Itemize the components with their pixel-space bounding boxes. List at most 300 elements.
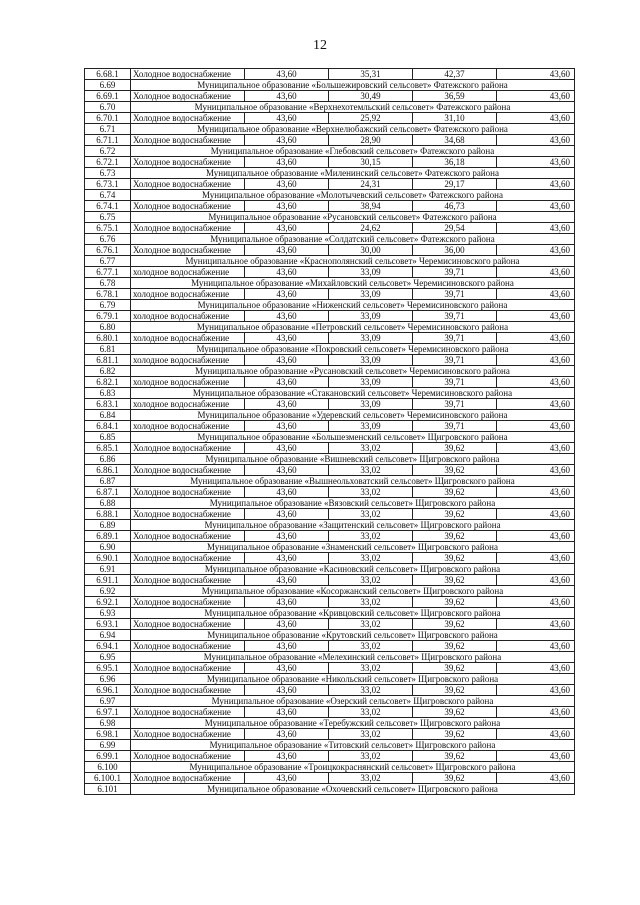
tariff-value-3: 29,54 [413,223,497,234]
municipality-title: Муниципальное образование «Миленинский сельсовет» Фатежского района [131,168,575,179]
tariff-value-1: 43,60 [245,201,329,212]
row-number: 6.90.1 [85,553,131,564]
service-row [85,443,575,454]
tariff-value-4: 43,60 [497,443,575,454]
tariff-value-2: 33,02 [329,729,413,740]
row-number: 6.100.1 [85,773,131,784]
row-number: 6.101 [85,784,131,795]
row-number: 6.100 [85,762,131,773]
tariff-value-1: 43,60 [245,179,329,190]
tariff-value-1: 43,60 [245,707,329,718]
row-number: 6.93.1 [85,619,131,630]
tariff-value-1: 43,60 [245,113,329,124]
tariff-value-4: 43,60 [497,619,575,630]
service-row [85,91,575,102]
municipality-title: Муниципальное образование «Русановский сельсовет» Фатежского района [131,212,575,223]
tariff-value-1: 43,60 [245,751,329,762]
tariff-value-2: 24,31 [329,179,413,190]
service-row [85,597,575,608]
tariff-value-2: 33,02 [329,509,413,520]
tariff-value-2: 33,02 [329,619,413,630]
municipality-title: Муниципальное образование «Титовский сельсовет» Щигровского района [131,740,575,751]
tariff-value-2: 33,02 [329,773,413,784]
row-number: 6.74 [85,190,131,201]
service-name: холодное водоснабжение [131,421,245,432]
municipality-row [85,542,575,553]
municipality-title: Муниципальное образование «Верхнехотемльский сельсовет» Фатежского района [131,102,575,113]
municipality-row [85,124,575,135]
row-number: 6.69.1 [85,91,131,102]
service-name: Холодное водоснабжение [131,179,245,190]
municipality-row [85,256,575,267]
tariff-value-2: 33,09 [329,377,413,388]
tariff-value-3: 39,62 [413,531,497,542]
tariff-value-4: 43,60 [497,729,575,740]
service-row [85,641,575,652]
row-number: 6.82.1 [85,377,131,388]
service-name: холодное водоснабжение [131,333,245,344]
municipality-title: Муниципальное образование «Крутовский сельсовет» Щигровского района [131,630,575,641]
municipality-title: Муниципальное образование «Знаменский сельсовет» Щигровского района [131,542,575,553]
tariff-value-4: 43,60 [497,751,575,762]
service-name: холодное водоснабжение [131,267,245,278]
tariff-value-3: 39,62 [413,685,497,696]
row-number: 6.90 [85,542,131,553]
municipality-title: Муниципальное образование «Солдатский сельсовет» Фатежского района [131,234,575,245]
page-number: 12 [313,38,327,53]
tariff-value-1: 43,60 [245,597,329,608]
municipality-title: Муниципальное образование «Михайловский сельсовет» Черемисиновского района [131,278,575,289]
service-name: Холодное водоснабжение [131,465,245,476]
service-row [85,509,575,520]
municipality-title: Муниципальное образование «Глебовский сельсовет» Фатежского района [131,146,575,157]
tariff-value-3: 36,18 [413,157,497,168]
tariff-value-3: 39,62 [413,663,497,674]
row-number: 6.77 [85,256,131,267]
row-number: 6.89.1 [85,531,131,542]
row-number: 6.78 [85,278,131,289]
tariff-value-1: 43,60 [245,223,329,234]
row-number: 6.71 [85,124,131,135]
municipality-row [85,278,575,289]
service-row [85,399,575,410]
tariff-value-1: 43,60 [245,575,329,586]
service-name: холодное водоснабжение [131,377,245,388]
service-name: Холодное водоснабжение [131,135,245,146]
service-name: Холодное водоснабжение [131,641,245,652]
row-number: 6.84 [85,410,131,421]
tariff-value-4: 43,60 [497,201,575,212]
tariff-value-2: 33,02 [329,553,413,564]
municipality-title: Муниципальное образование «Верхнелюбажский сельсовет» Фатежского района [131,124,575,135]
municipality-row [85,652,575,663]
service-row [85,751,575,762]
row-number: 6.75.1 [85,223,131,234]
municipality-title: Муниципальное образование «Петровский сельсовет» Черемисиновского района [131,322,575,333]
service-name: Холодное водоснабжение [131,553,245,564]
row-number: 6.86 [85,454,131,465]
tariff-value-2: 30,00 [329,245,413,256]
tariff-value-2: 33,02 [329,663,413,674]
municipality-row [85,630,575,641]
service-row [85,531,575,542]
tariff-value-2: 33,02 [329,707,413,718]
service-name: Холодное водоснабжение [131,619,245,630]
municipality-title: Муниципальное образование «Вязовский сельсовет» Щигровского района [131,498,575,509]
tariff-value-1: 43,60 [245,685,329,696]
row-number: 6.71.1 [85,135,131,146]
row-number: 6.95.1 [85,663,131,674]
row-number: 6.70 [85,102,131,113]
service-row [85,135,575,146]
tariff-value-1: 43,60 [245,619,329,630]
row-number: 6.85 [85,432,131,443]
tariff-value-2: 35,31 [329,69,413,80]
tariff-value-2: 33,09 [329,311,413,322]
row-number: 6.95 [85,652,131,663]
tariff-value-4: 43,60 [497,465,575,476]
row-number: 6.81.1 [85,355,131,366]
tariff-value-1: 43,60 [245,245,329,256]
municipality-row [85,322,575,333]
tariff-value-4: 43,60 [497,333,575,344]
row-number: 6.87 [85,476,131,487]
row-number: 6.96.1 [85,685,131,696]
municipality-title: Муниципальное образование «Кривцовский сельсовет» Щигровского района [131,608,575,619]
service-name: Холодное водоснабжение [131,729,245,740]
tariff-value-3: 39,62 [413,751,497,762]
row-number: 6.72.1 [85,157,131,168]
service-row [85,707,575,718]
tariff-value-4: 43,60 [497,509,575,520]
service-row [85,311,575,322]
service-row [85,465,575,476]
municipality-row [85,586,575,597]
municipality-title: Муниципальное образование «Вышнеольховатский сельсовет» Щигровского района [131,476,575,487]
service-row [85,619,575,630]
tariff-value-3: 39,71 [413,355,497,366]
service-name: Холодное водоснабжение [131,69,245,80]
tariff-value-4: 43,60 [497,685,575,696]
service-row [85,553,575,564]
row-number: 6.83.1 [85,399,131,410]
tariff-value-2: 30,49 [329,91,413,102]
tariff-value-1: 43,60 [245,531,329,542]
municipality-row [85,784,575,795]
tariff-value-2: 33,02 [329,443,413,454]
service-name: Холодное водоснабжение [131,201,245,212]
service-name: Холодное водоснабжение [131,531,245,542]
tariff-value-2: 33,09 [329,333,413,344]
service-name: Холодное водоснабжение [131,773,245,784]
tariff-value-4: 43,60 [497,223,575,234]
service-row [85,69,575,80]
tariff-value-1: 43,60 [245,333,329,344]
row-number: 6.88.1 [85,509,131,520]
service-name: Холодное водоснабжение [131,443,245,454]
municipality-row [85,520,575,531]
tariff-value-1: 43,60 [245,135,329,146]
tariff-value-4: 43,60 [497,179,575,190]
service-row [85,663,575,674]
service-row [85,333,575,344]
municipality-row [85,498,575,509]
tariff-value-3: 42,37 [413,69,497,80]
tariff-value-4: 43,60 [497,135,575,146]
row-number: 6.92.1 [85,597,131,608]
row-number: 6.96 [85,674,131,685]
tariff-value-4: 43,60 [497,113,575,124]
tariff-value-4: 43,60 [497,91,575,102]
tariff-value-3: 39,62 [413,597,497,608]
row-number: 6.78.1 [85,289,131,300]
row-number: 6.73.1 [85,179,131,190]
municipality-row [85,146,575,157]
municipality-title: Муниципальное образование «Краснополянский сельсовет» Черемисиновского района [131,256,575,267]
row-number: 6.97 [85,696,131,707]
municipality-title: Муниципальное образование «Защитенский сельсовет» Щигровского района [131,520,575,531]
tariff-value-3: 39,71 [413,377,497,388]
municipality-title: Муниципальное образование «Покровский сельсовет» Черемисиновского района [131,344,575,355]
municipality-title: Муниципальное образование «Удеревский сельсовет» Черемисиновского района [131,410,575,421]
service-name: Холодное водоснабжение [131,597,245,608]
tariff-value-3: 39,71 [413,421,497,432]
municipality-row [85,168,575,179]
tariff-value-1: 43,60 [245,443,329,454]
service-row [85,575,575,586]
service-row [85,245,575,256]
tariff-value-4: 43,60 [497,377,575,388]
row-number: 6.83 [85,388,131,399]
tariff-value-4: 43,60 [497,267,575,278]
tariff-value-3: 39,71 [413,289,497,300]
service-row [85,685,575,696]
row-number: 6.80 [85,322,131,333]
tariff-value-4: 43,60 [497,399,575,410]
service-row [85,267,575,278]
tariff-value-2: 33,09 [329,355,413,366]
tariff-value-3: 39,71 [413,333,497,344]
service-name: холодное водоснабжение [131,355,245,366]
row-number: 6.92 [85,586,131,597]
tariff-value-2: 33,09 [329,267,413,278]
municipality-title: Муниципальное образование «Троицкокраснянский сельсовет» Щигровского района [131,762,575,773]
tariff-value-3: 39,62 [413,575,497,586]
service-name: Холодное водоснабжение [131,509,245,520]
service-name: Холодное водоснабжение [131,113,245,124]
municipality-row [85,102,575,113]
municipality-title: Муниципальное образование «Вишневский сельсовет» Щигровского района [131,454,575,465]
service-name: Холодное водоснабжение [131,751,245,762]
municipality-row [85,696,575,707]
tariff-value-3: 39,62 [413,641,497,652]
row-number: 6.88 [85,498,131,509]
row-number: 6.89 [85,520,131,531]
tariff-value-3: 39,62 [413,509,497,520]
service-row [85,157,575,168]
service-row [85,355,575,366]
service-name: Холодное водоснабжение [131,575,245,586]
service-name: холодное водоснабжение [131,311,245,322]
row-number: 6.77.1 [85,267,131,278]
row-number: 6.97.1 [85,707,131,718]
municipality-title: Муниципальное образование «Ниженский сельсовет» Черемисиновского района [131,300,575,311]
service-row [85,487,575,498]
tariff-value-1: 43,60 [245,553,329,564]
tariff-value-2: 24,62 [329,223,413,234]
row-number: 6.86.1 [85,465,131,476]
service-name: холодное водоснабжение [131,399,245,410]
tariff-value-1: 43,60 [245,69,329,80]
tariff-value-4: 43,60 [497,575,575,586]
tariff-value-3: 39,62 [413,619,497,630]
tariff-value-1: 43,60 [245,377,329,388]
municipality-row [85,366,575,377]
row-number: 6.94.1 [85,641,131,652]
service-row [85,377,575,388]
row-number: 6.80.1 [85,333,131,344]
service-name: Холодное водоснабжение [131,91,245,102]
tariff-value-2: 33,02 [329,641,413,652]
tariff-value-2: 33,02 [329,531,413,542]
tariff-value-1: 43,60 [245,487,329,498]
municipality-row [85,454,575,465]
tariff-value-2: 33,02 [329,751,413,762]
service-name: Холодное водоснабжение [131,223,245,234]
tariff-value-4: 43,60 [497,311,575,322]
tariff-value-1: 43,60 [245,465,329,476]
tariff-value-4: 43,60 [497,157,575,168]
municipality-row [85,718,575,729]
tariff-value-4: 43,60 [497,421,575,432]
row-number: 6.79.1 [85,311,131,322]
municipality-title: Муниципальное образование «Мелехинский сельсовет» Щигровского района [131,652,575,663]
row-number: 6.76 [85,234,131,245]
tariff-table [84,68,575,795]
tariff-value-1: 43,60 [245,509,329,520]
tariff-value-1: 43,60 [245,311,329,322]
tariff-value-4: 43,60 [497,553,575,564]
tariff-value-3: 29,17 [413,179,497,190]
row-number: 6.93 [85,608,131,619]
municipality-title: Муниципальное образование «Стакановский сельсовет» Черемисиновского района [131,388,575,399]
tariff-value-3: 31,10 [413,113,497,124]
tariff-value-2: 33,09 [329,421,413,432]
row-number: 6.73 [85,168,131,179]
municipality-title: Муниципальное образование «Касиновский сельсовет» Щигровского района [131,564,575,575]
service-name: Холодное водоснабжение [131,685,245,696]
municipality-row [85,388,575,399]
tariff-value-1: 43,60 [245,641,329,652]
row-number: 6.75 [85,212,131,223]
tariff-value-3: 34,68 [413,135,497,146]
service-row [85,223,575,234]
row-number: 6.91.1 [85,575,131,586]
tariff-value-4: 43,60 [497,69,575,80]
municipality-title: Муниципальное образование «Молотычевский сельсовет» Фатежского района [131,190,575,201]
tariff-value-2: 33,09 [329,399,413,410]
municipality-row [85,740,575,751]
municipality-title: Муниципальное образование «Никольский сельсовет» Щигровского района [131,674,575,685]
municipality-title: Муниципальное образование «Русановский сельсовет» Черемисиновского района [131,366,575,377]
tariff-value-4: 43,60 [497,663,575,674]
municipality-title: Муниципальное образование «Косоржанский сельсовет» Щигровского района [131,586,575,597]
service-row [85,773,575,784]
municipality-row [85,476,575,487]
tariff-value-2: 30,15 [329,157,413,168]
tariff-value-3: 39,62 [413,487,497,498]
municipality-row [85,344,575,355]
tariff-value-1: 43,60 [245,399,329,410]
service-name: холодное водоснабжение [131,289,245,300]
service-row [85,289,575,300]
tariff-value-1: 43,60 [245,421,329,432]
municipality-title: Муниципальное образование «Озерский сельсовет» Щигровского района [131,696,575,707]
row-number: 6.87.1 [85,487,131,498]
tariff-value-2: 33,02 [329,487,413,498]
tariff-table-body [85,69,575,795]
tariff-value-2: 33,02 [329,575,413,586]
tariff-value-3: 39,71 [413,267,497,278]
row-number: 6.68.1 [85,69,131,80]
tariff-value-4: 43,60 [497,641,575,652]
municipality-row [85,80,575,91]
tariff-value-2: 33,09 [329,289,413,300]
tariff-value-3: 46,73 [413,201,497,212]
tariff-value-2: 33,02 [329,597,413,608]
service-name: Холодное водоснабжение [131,245,245,256]
tariff-value-3: 39,62 [413,729,497,740]
row-number: 6.84.1 [85,421,131,432]
row-number: 6.72 [85,146,131,157]
tariff-value-2: 38,94 [329,201,413,212]
tariff-value-1: 43,60 [245,91,329,102]
municipality-row [85,432,575,443]
row-number: 6.70.1 [85,113,131,124]
tariff-value-1: 43,60 [245,289,329,300]
tariff-value-3: 39,62 [413,553,497,564]
tariff-value-2: 25,92 [329,113,413,124]
tariff-value-1: 43,60 [245,157,329,168]
municipality-row [85,608,575,619]
row-number: 6.98 [85,718,131,729]
row-number: 6.74.1 [85,201,131,212]
municipality-title: Муниципальное образование «Теребужский сельсовет» Щигровского района [131,718,575,729]
municipality-row [85,564,575,575]
row-number: 6.94 [85,630,131,641]
tariff-value-2: 28,90 [329,135,413,146]
tariff-value-2: 33,02 [329,685,413,696]
row-number: 6.81 [85,344,131,355]
tariff-value-4: 43,60 [497,245,575,256]
tariff-value-1: 43,60 [245,267,329,278]
tariff-value-3: 39,62 [413,443,497,454]
row-number: 6.85.1 [85,443,131,454]
service-row [85,421,575,432]
municipality-row [85,190,575,201]
service-row [85,179,575,190]
row-number: 6.98.1 [85,729,131,740]
tariff-value-4: 43,60 [497,707,575,718]
tariff-value-1: 43,60 [245,773,329,784]
tariff-value-4: 43,60 [497,487,575,498]
tariff-value-3: 39,62 [413,773,497,784]
tariff-value-1: 43,60 [245,355,329,366]
row-number: 6.76.1 [85,245,131,256]
service-row [85,113,575,124]
tariff-value-3: 39,62 [413,707,497,718]
service-name: Холодное водоснабжение [131,663,245,674]
